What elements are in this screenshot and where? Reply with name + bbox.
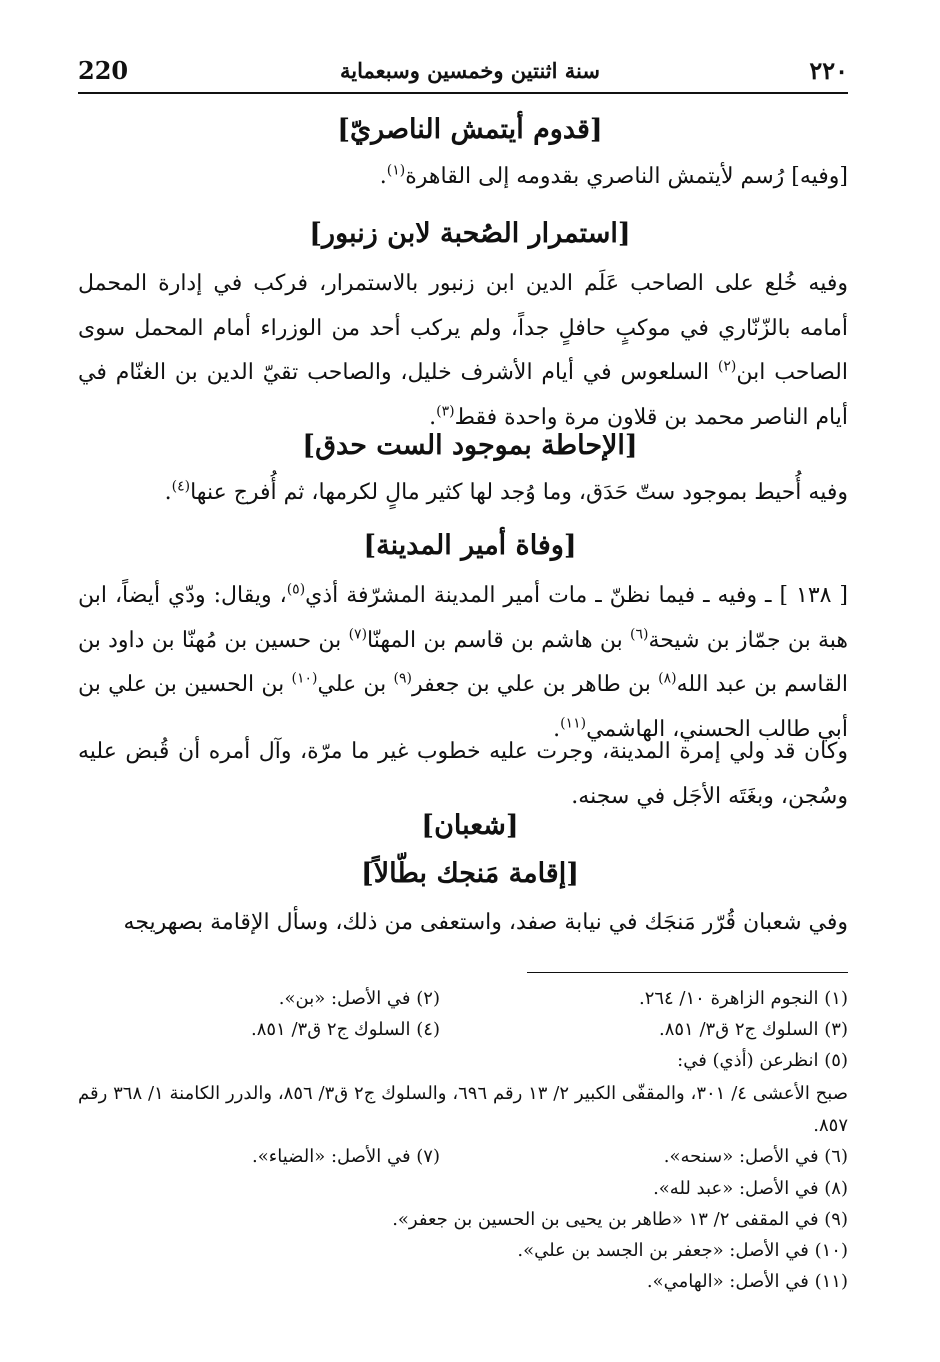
footnote-ref: (٤) [171, 478, 191, 495]
footnote: (٤) السلوك ج٢ ق٣/ ٨٥١. [250, 1019, 440, 1040]
footnote-ref: (١١) [560, 715, 587, 732]
footnote-rule [527, 972, 848, 973]
footnote-ref: (٣) [436, 403, 455, 420]
paragraph: وكان قد ولي إمرة المدينة، وجرت عليه خطوب غير ما مرّة، وآل أمره أن قُبض عليه وسُجن، وبغَتَه الأجَل في سجنه. [78, 739, 848, 809]
section-heading: [شعبان] [421, 810, 519, 841]
paragraph-text: بن طاهر بن علي بن جعفر [412, 672, 659, 697]
paragraph: [وفيه] رُسم لأيتمش الناصري بقدومه إلى القاهرة$^{(١)}$. [379, 162, 848, 189]
footnote: (٧) في الأصل: «الضياء». [252, 1146, 440, 1167]
running-title: سنة اثنتين وخمسين وسبعماية [340, 58, 600, 83]
paragraph-text: وفيه خُلع على الصاحب عَلَم الدين ابن زنبور بالاستمرار، فركب في إدارة المحمل أمامه بالزّنّاري في موكبٍ حافلٍ جداً، ولم يركب أحد من الوزراء أمام المحمل سوى الصاحب ابن [78, 271, 848, 385]
section-heading: [وفاة أمير المدينة] [363, 530, 577, 561]
footnote: (٨) في الأصل: «عبد لله». [653, 1178, 848, 1199]
footnote-ref: (١) [386, 162, 406, 179]
footnote-ref: (١٠) [291, 670, 318, 687]
paragraph: وفيه أُحيط بموجود ستّ حَدَق، وما وُجد لها كثير مالٍ لكرمها، ثم أُفرج عنها$^{(٤)}$. [164, 478, 848, 505]
paragraph-text: ، ويقال: ودّي أيضاً، ابن هبة بن جمّاز بن شيحة [78, 583, 849, 653]
paragraph-text: بن هاشم بن قاسم بن المهنّا [367, 627, 630, 653]
footnote-ref: (٧) [348, 626, 368, 643]
paragraph-text: [ ١٣٨ ] ـ وفيه ـ فيما نظنّ ـ مات أمير المدينة المشرّفة أذي [305, 583, 849, 608]
paragraph-text: السلعوس في أيام الأشرف خليل، والصاحب تقيّ الدين بن الغنّام في أيام الناصر محمد بن قلاون مرة واحدة فقط [78, 360, 848, 430]
page-number-arabic: ٢٢٠ [809, 56, 848, 85]
footnote-ref: (٥) [286, 581, 306, 598]
footnote: (٩) في المقفى ٢/ ١٣ «طاهر بن يحيى بن الحسين بن جعفر». [392, 1209, 848, 1230]
footnote: (٢) في الأصل: «بن». [278, 988, 440, 1009]
paragraph: [ ١٣٨ ] ـ وفيه ـ فيما نظنّ ـ مات أمير المدينة المشرّفة أذي$^{(٥)}$، ويقال: ودّي أيضاً، ابن هبة بن جمّاز بن شيحة$^{(٦)}$ بن هاشم بن قاسم بن المهنّا$^{(٧)}$ بن حسين بن مُهنّا بن داود بن القاسم بن عبد الله$^{(٨)}$ بن طاهر بن علي بن جعفر$^{(٩)}$ بن علي$^{(١٠)}$ بن الحسين بن علي بن أبي طالب الحسني، الهاشمي$^{(١١)}$. [78, 581, 849, 742]
footnote-ref: (٩) [393, 670, 412, 687]
footnote: صبح الأعشى ٤/ ٣٠١، والمقفّى الكبير ٢/ ١٣ رقم ٦٩٦، والسلوك ج٢ ق٣/ ٨٥٦، والدرر الكامنة ١/ ٣٦٨ رقم ٨٥٧. [78, 1083, 848, 1136]
paragraph-text: وفيه أُحيط بموجود ستّ حَدَق، وما وُجد لها كثير مالٍ لكرمها، ثم أُفرج عنها [190, 480, 848, 505]
footnote-ref: (٢) [717, 358, 737, 375]
paragraph-text: بن الحسين بن علي بن أبي طالب الحسني، الهاشمي [78, 672, 848, 742]
footnote: (٦) في الأصل: «سنحه». [663, 1146, 848, 1167]
page-number-latin: 220 [78, 56, 129, 85]
paragraph-text: بن علي [317, 672, 394, 697]
footnote: (١١) في الأصل: «الهامي». [646, 1271, 848, 1292]
section-heading: [استمرار الصُحبة لابن زنبور] [309, 218, 631, 249]
section-heading: [الإحاطة بموجود الست حدق] [302, 430, 638, 461]
footnote: (١) النجوم الزاهرة ١٠/ ٢٦٤. [638, 988, 848, 1009]
paragraph: وفي شعبان قُرّر مَنجَك في نيابة صفد، واستعفى من ذلك، وسأل الإقامة بصهريجه [123, 910, 848, 935]
section-heading: [إقامة مَنجك بطّالاً] [360, 858, 579, 889]
paragraph: وفيه خُلع على الصاحب عَلَم الدين ابن زنبور بالاستمرار، فركب في إدارة المحمل أمامه بالزّنّاري في موكبٍ حافلٍ جداً، ولم يركب أحد من الوزراء أمام المحمل سوى الصاحب ابن$^{(٢)}$ السلعوس في أيام الأشرف خليل، والصاحب تقيّ الدين بن الغنّام في أيام الناصر محمد بن قلاون مرة واحدة فقط$^{(٣)}$. [78, 271, 848, 430]
footnote-ref: (٦) [629, 626, 649, 643]
header-rule [78, 92, 848, 94]
paragraph-text: بن حسين بن مُهنّا بن داود بن القاسم بن عبد الله [78, 627, 849, 697]
footnote: (١٠) في الأصل: «جعفر بن الجسد بن علي». [517, 1240, 848, 1261]
footnote: (٣) السلوك ج٢ ق٣/ ٨٥١. [658, 1019, 848, 1040]
footnote: (٥) انظرعن (أذي) في: [677, 1050, 848, 1071]
footnote-ref: (٨) [658, 670, 677, 687]
paragraph-text: [وفيه] رُسم لأيتمش الناصري بقدومه إلى القاهرة [405, 164, 848, 189]
section-heading: [قدوم أيتمش الناصريّ] [337, 114, 603, 145]
